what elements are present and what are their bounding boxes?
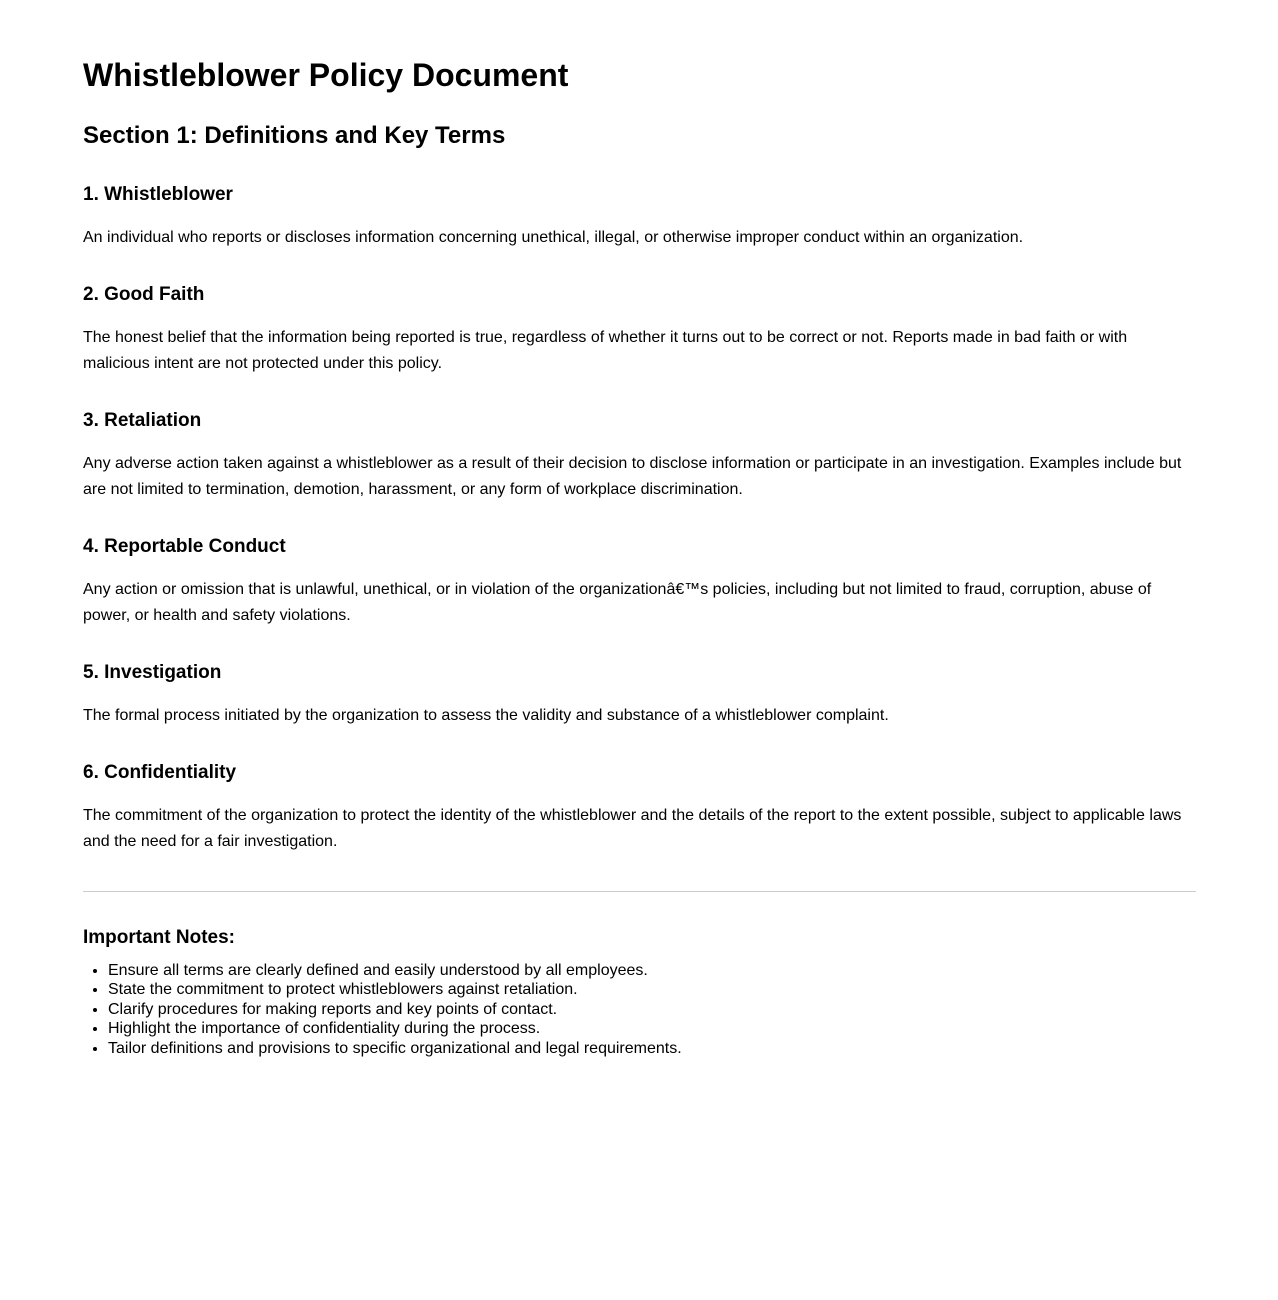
definition-heading: 6. Confidentiality: [83, 761, 237, 783]
section-heading: Section 1: Definitions and Key Terms: [83, 122, 506, 150]
note-item: • Ensure all terms are clearly defined and easily understood by all employees.: [108, 962, 1196, 981]
section-divider: [83, 891, 1196, 892]
important-notes-section: [83, 927, 1196, 1059]
definition-retaliation: [83, 410, 1196, 503]
definition-whistleblower: [83, 184, 1196, 251]
definition-body: Any adverse action taken against a whistleblower as a result of their decision to disclose information or participate in an investigation. Examples include but are not limited to termination, demotion, harassment, or any form of workplace discrimination.: [83, 454, 1182, 498]
note-item: • Tailor definitions and provisions to specific organizational and legal requirements.: [108, 1040, 1196, 1059]
definition-heading: 2. Good Faith: [83, 284, 205, 306]
definition-body: The commitment of the organization to protect the identity of the whistleblower and the details of the report to the extent possible, subject to applicable laws and the need for a fair investigation.: [83, 806, 1182, 850]
notes-heading: Important Notes:: [83, 926, 235, 948]
definition-body: The honest belief that the information being reported is true, regardless of whether it turns out to be correct or not. Reports made in bad faith or with malicious intent are not protected under this policy.: [83, 328, 1128, 372]
definition-heading: 3. Retaliation: [83, 410, 202, 432]
note-item: • Highlight the importance of confidentiality during the process.: [108, 1020, 1196, 1039]
definition-body: Any action or omission that is unlawful, unethical, or in violation of the organizationâ€™s policies, including but not limited to fraud, corruption, abuse of power, or health and safety violations.: [83, 580, 1152, 624]
note-item: • State the commitment to protect whistleblowers against retaliation.: [108, 981, 1196, 1000]
definition-heading: 4. Reportable Conduct: [83, 535, 286, 557]
definition-heading: 1. Whistleblower: [83, 184, 233, 206]
notes-list: [83, 962, 1196, 1059]
definition-reportable-conduct: [83, 536, 1196, 629]
definition-good-faith: [83, 284, 1196, 377]
definition-body: The formal process initiated by the organization to assess the validity and substance of a whistleblower complaint.: [83, 706, 889, 724]
page-title: Whistleblower Policy Document: [83, 57, 569, 93]
note-item: • Clarify procedures for making reports and key points of contact.: [108, 1001, 1196, 1020]
definition-investigation: [83, 662, 1196, 729]
definition-heading: 5. Investigation: [83, 661, 222, 683]
definition-confidentiality: [83, 762, 1196, 855]
definition-body: An individual who reports or discloses information concerning unethical, illegal, or otherwise improper conduct within an organization.: [83, 228, 1024, 246]
